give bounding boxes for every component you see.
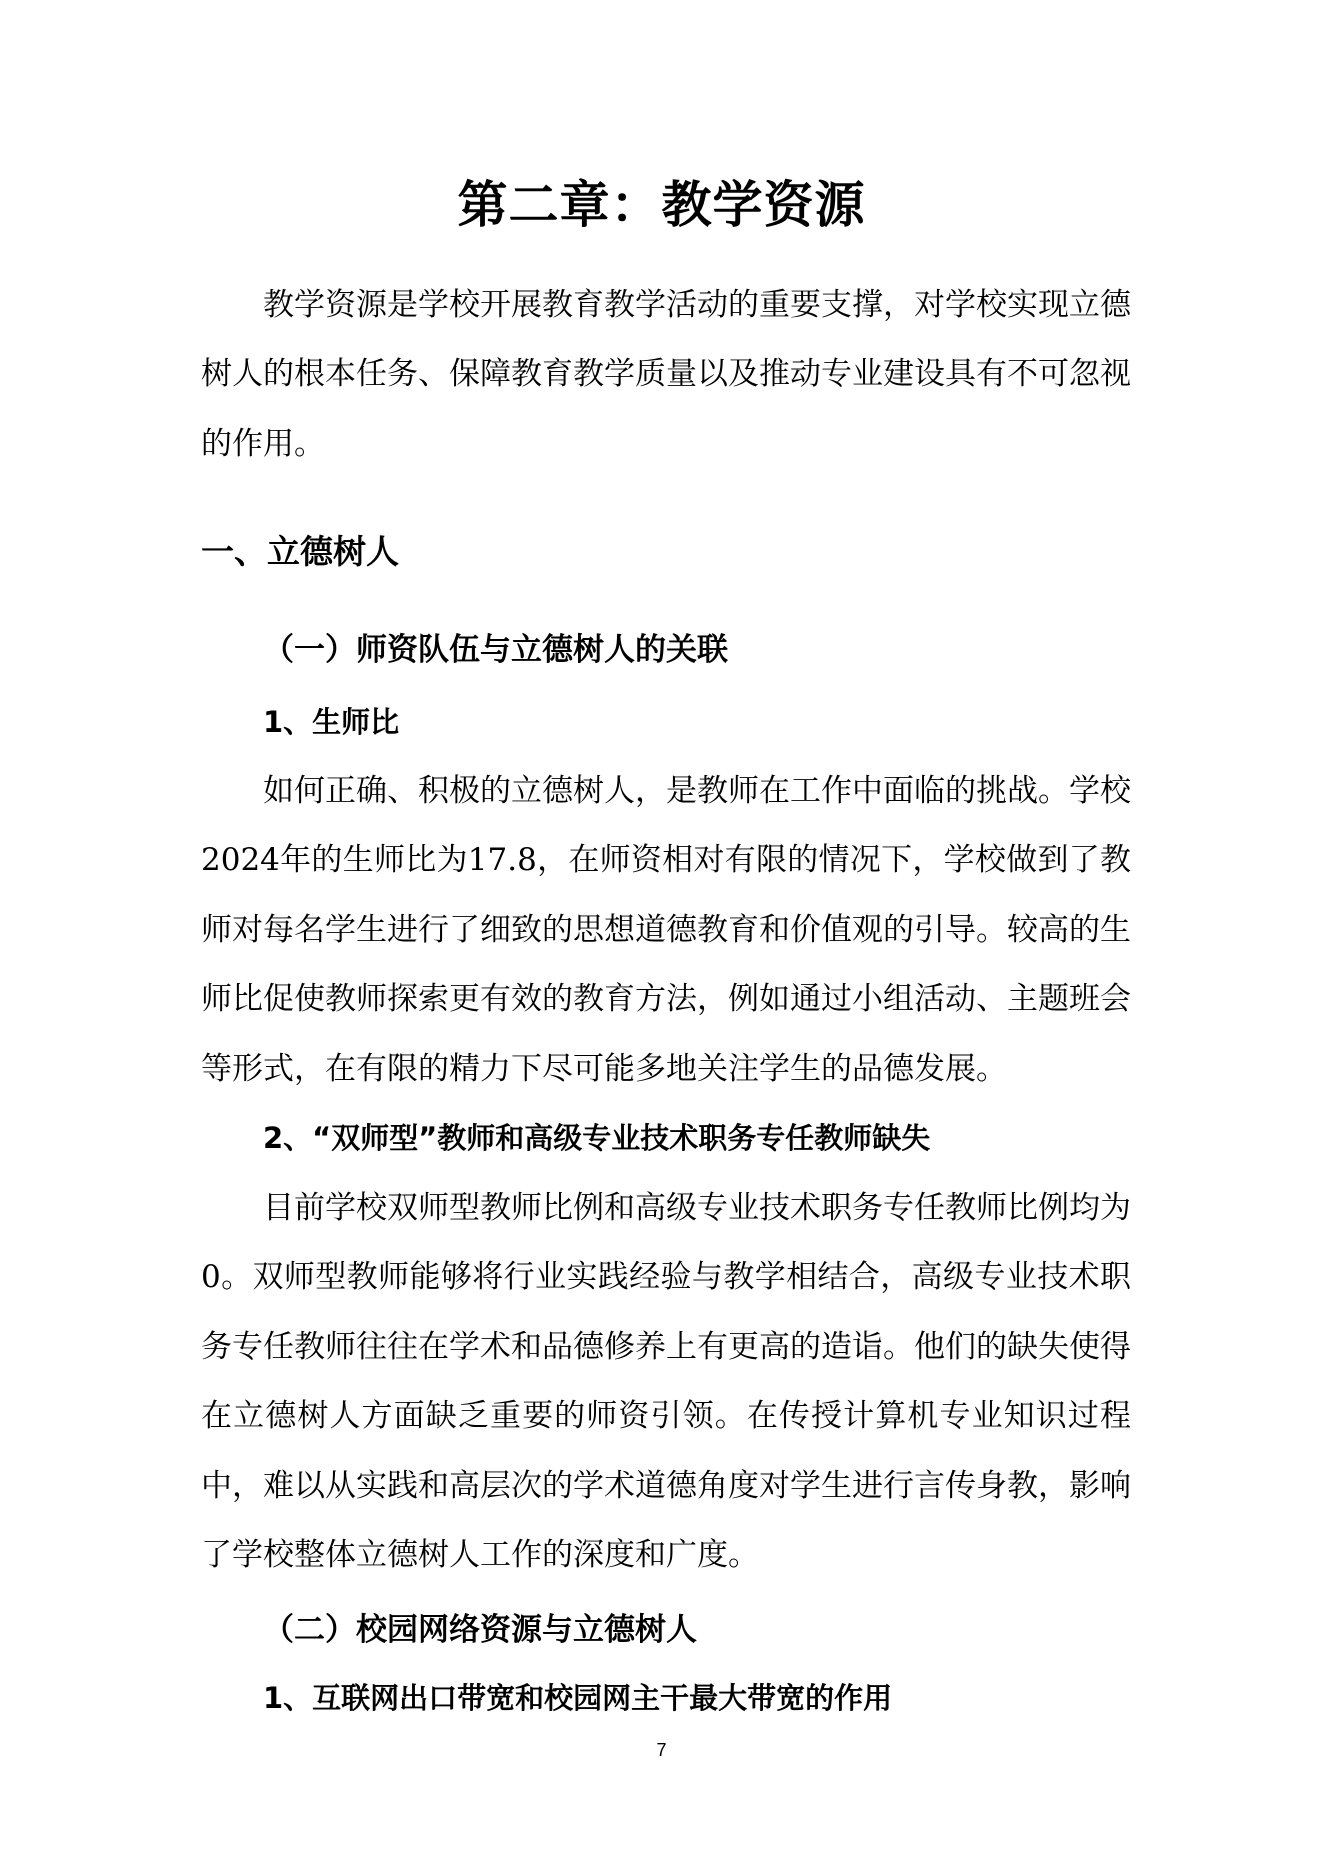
page-number: 7 — [656, 1740, 667, 1760]
body-paragraph: 目前学校双师型教师比例和高级专业技术职务专任教师比例均为0。双师型教师能够将行业实践经验与教学相结合，高级专业技术职务专任教师往往在学术和品德修养上有更高的造诣。他们的缺失使得在立德树人方面缺乏重要的师资引领。在传授计算机专业知识过程中，难以从实践和高层次的学术道德角度对学生进行言传身教，影响了学校整体立德树人工作的深度和广度。 — [201, 1190, 1131, 1574]
subsection-heading: （一）师资队伍与立德树人的关联 — [263, 632, 728, 668]
item-heading: 1、互联网出口带宽和校园网主干最大带宽的作用 — [263, 1681, 893, 1715]
intro-paragraph: 教学资源是学校开展教育教学活动的重要支撑，对学校实现立德树人的根本任务、保障教育教学质量以及推动专业建设具有不可忽视的作用。 — [201, 287, 1131, 462]
subsection-heading: （二）校园网络资源与立德树人 — [263, 1612, 697, 1648]
body-paragraph: 如何正确、积极的立德树人，是教师在工作中面临的挑战。学校2024年的生师比为17.8，在师资相对有限的情况下，学校做到了教师对每名学生进行了细致的思想道德教育和价值观的引导。较高的生师比促使教师探索更有效的教育方法，例如通过小组活动、主题班会等形式，在有限的精力下尽可能多地关注学生的品德发展。 — [201, 773, 1131, 1087]
item-heading: 1、生师比 — [263, 705, 400, 739]
item-heading: 2、“双师型”教师和高级专业技术职务专任教师缺失 — [263, 1121, 931, 1155]
chapter-title: 第二章：教学资源 — [457, 176, 866, 234]
section-heading: 一、立德树人 — [201, 532, 399, 571]
